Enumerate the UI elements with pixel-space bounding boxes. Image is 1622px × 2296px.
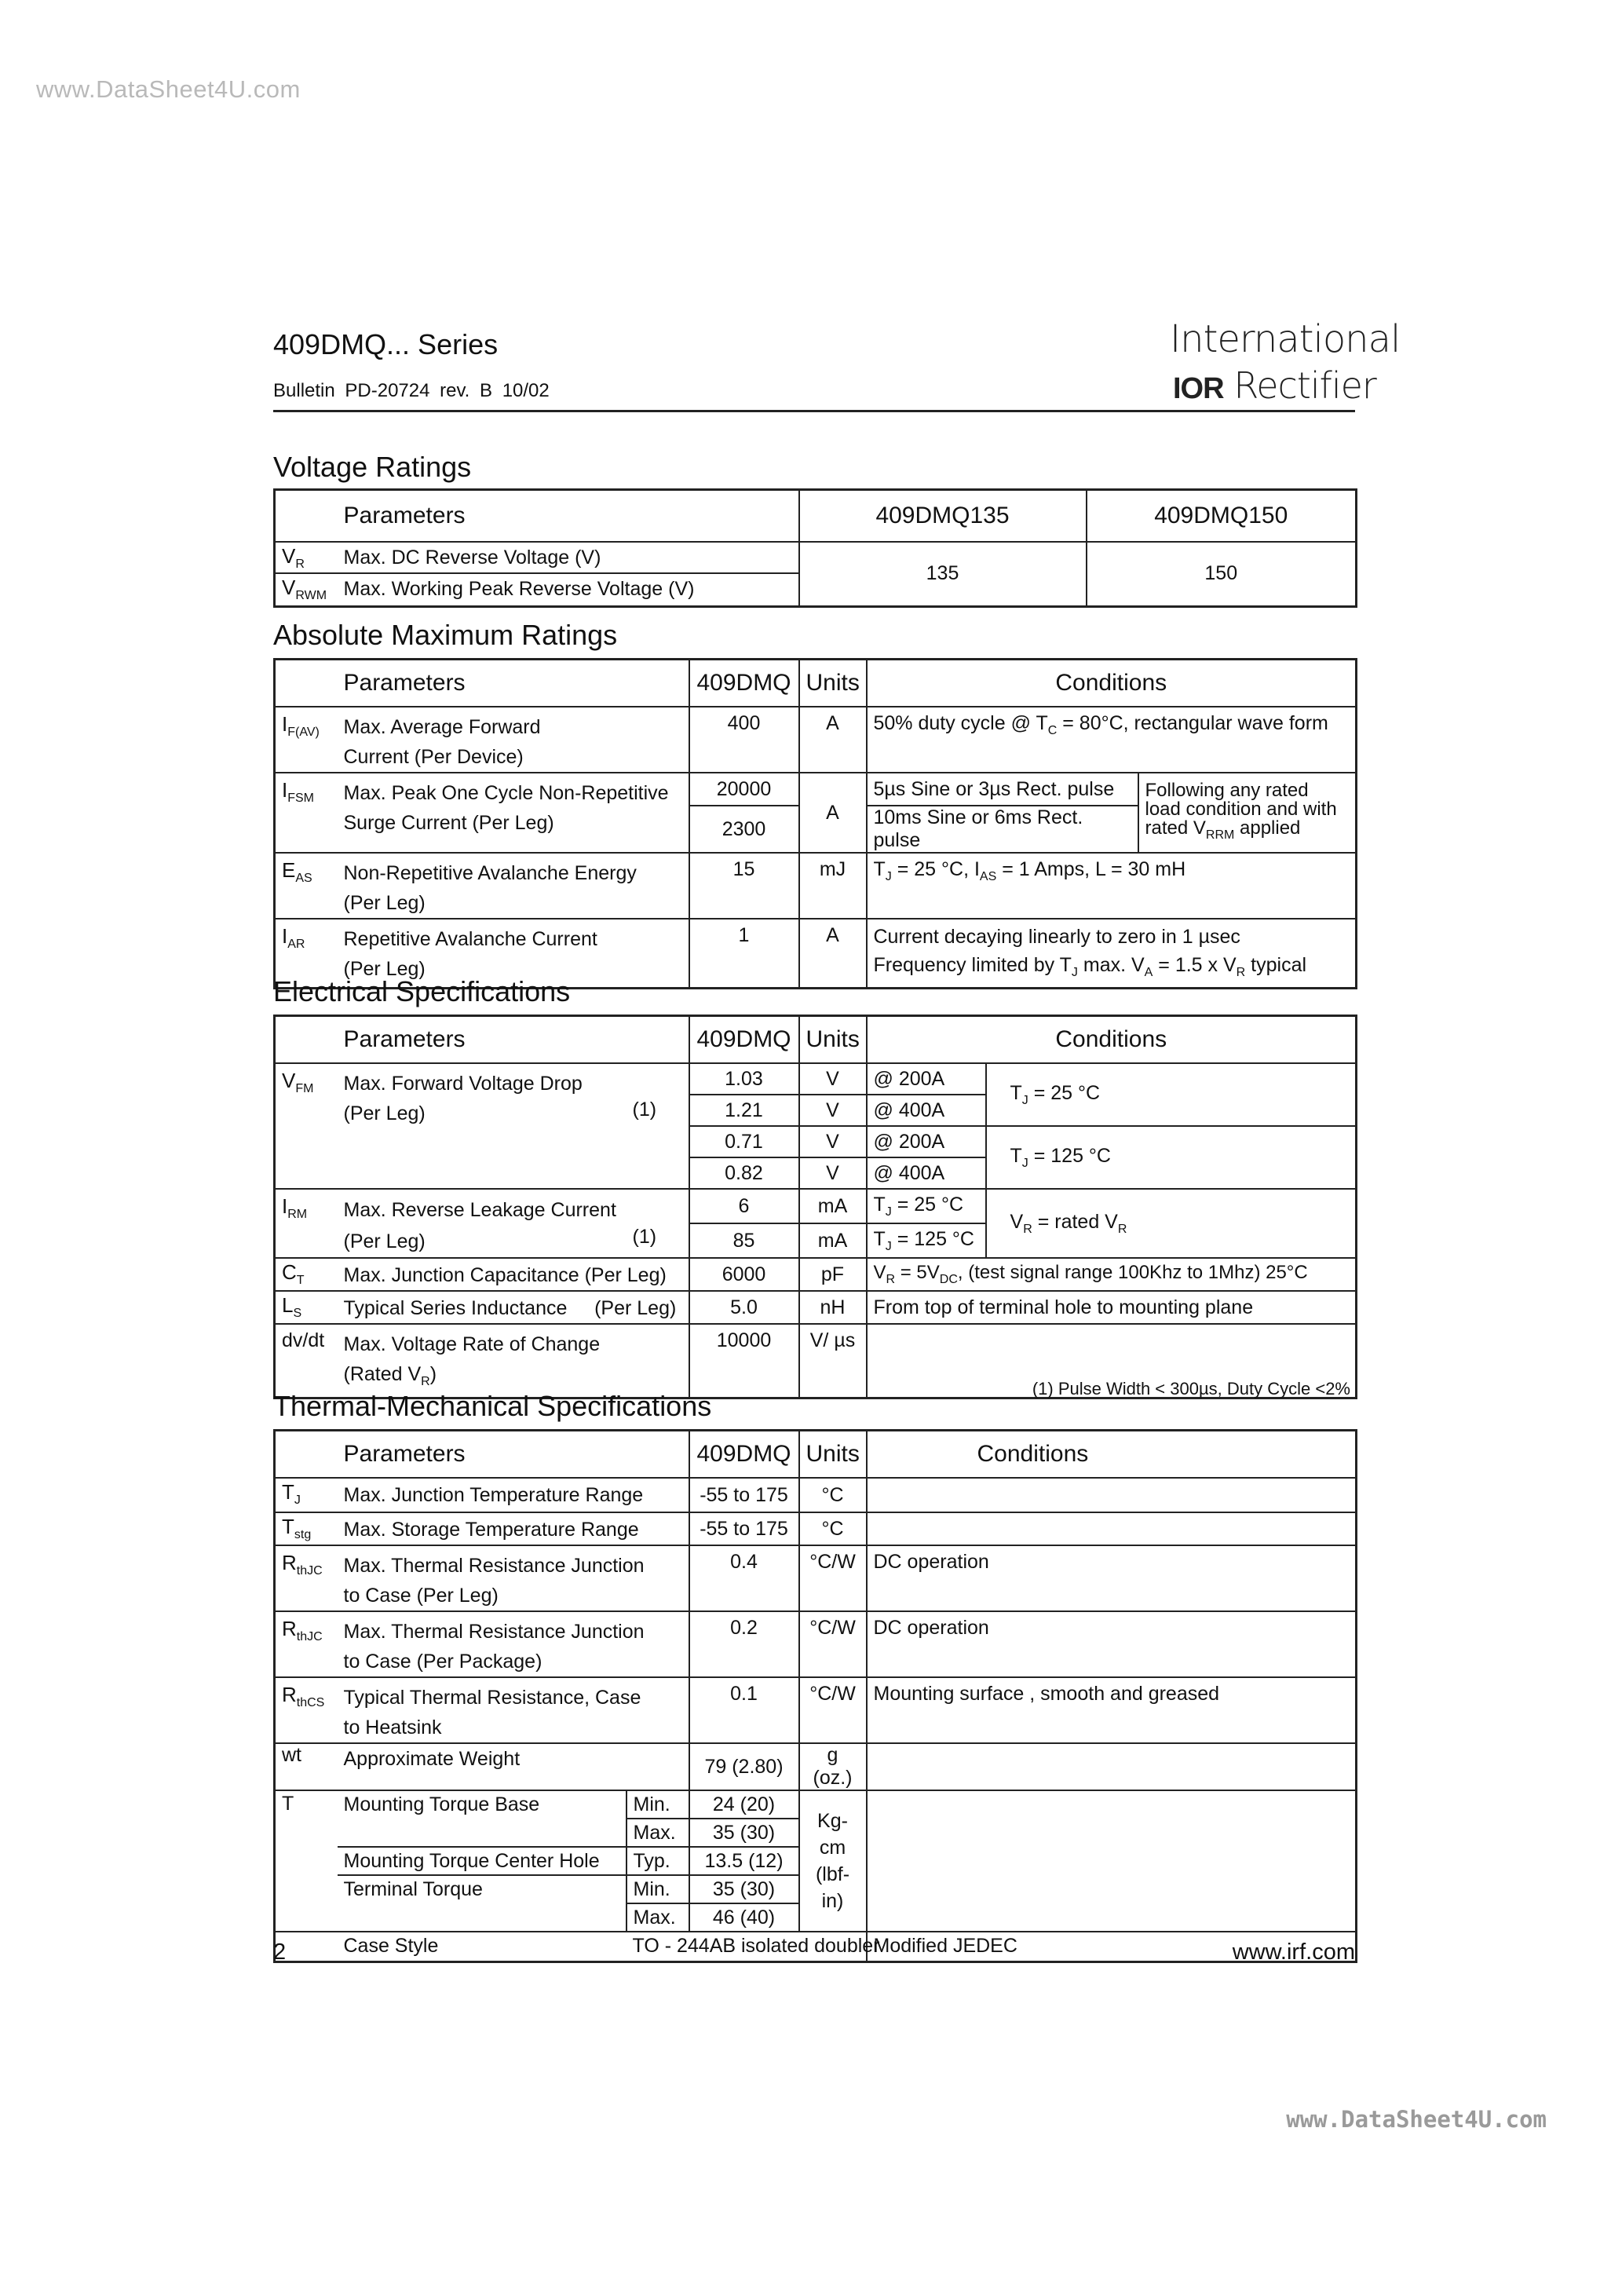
vfm-symbol: $V_{FM}$ (275, 1063, 338, 1189)
vrwm-symbol: $V_{RWM}$ (275, 573, 338, 606)
case-style-label: Case Style (338, 1932, 627, 1961)
absmax-table (273, 658, 1357, 989)
torque-kind-5: Max. (627, 1903, 689, 1932)
vfm-cond-3: @ 200A (867, 1126, 986, 1157)
tj-unit: °C (799, 1478, 867, 1512)
vfm-cond-4: @ 400A (867, 1157, 986, 1189)
rthcs-description: Typical Thermal Resistance, Case to Heatsink (338, 1677, 689, 1743)
vfm-description: Max. Forward Voltage Drop (Per Leg) (338, 1063, 627, 1189)
case-style-value: TO - 244AB isolated doubler (627, 1932, 867, 1961)
thermal-title: Thermal-Mechanical Specifications (273, 1390, 712, 1422)
col-parameters: Parameters (338, 1016, 689, 1064)
torque-kind-1: Min. (627, 1790, 689, 1819)
torque-label-1: Mounting Torque Base (338, 1790, 627, 1819)
col-409dmq135: 409DMQ135 (799, 490, 1087, 543)
thermal-table (273, 1429, 1357, 1963)
col-parameters: Parameters (338, 660, 689, 707)
pulse-width-note: (1) Pulse Width < 300µs, Duty Cycle <2% (1032, 1379, 1350, 1398)
rthjc-leg-description: Max. Thermal Resistance Junction to Case (Per Leg) (338, 1545, 689, 1611)
tj-value: -55 to 175 (689, 1478, 799, 1512)
ct-description: Max. Junction Capacitance (Per Leg) (338, 1258, 689, 1291)
irm-cond-2: $T_J = 125$ °C (867, 1223, 986, 1258)
ls-conditions: From top of terminal hole to mounting plane (867, 1291, 1357, 1324)
bulletin-line: Bulletin PD-20724 rev. B 10/02 (273, 380, 550, 401)
col-409dmq: 409DMQ (689, 1016, 799, 1064)
ifsm-unit: A (799, 773, 867, 853)
footer-url[interactable]: www.irf.com (1232, 1940, 1355, 1965)
vfm-unit-2: V (799, 1095, 867, 1126)
rthcs-unit: °C/W (799, 1677, 867, 1743)
torque-symbol: T (275, 1790, 338, 1932)
vfm-tj-125: $T_J = 125$ °C (986, 1126, 1357, 1189)
irm-symbol: $I_{RM}$ (275, 1189, 338, 1258)
irm-vr-rated: $V_R$ = rated $V_R$ (986, 1189, 1357, 1258)
vr-description: Max. DC Reverse Voltage (V) (338, 542, 799, 573)
col-conditions: Conditions (867, 1016, 1357, 1064)
vr-value-135: 135 (799, 542, 1087, 606)
ls-symbol: $L_S$ (275, 1291, 338, 1324)
voltage-ratings-title: Voltage Ratings (273, 451, 472, 483)
ls-unit: nH (799, 1291, 867, 1324)
vfm-cond-1: @ 200A (867, 1063, 986, 1095)
rthcs-conditions: Mounting surface , smooth and greased (867, 1677, 1357, 1743)
torque-label-5 (338, 1903, 627, 1932)
ifsm-symbol: $I_{FSM}$ (275, 773, 338, 853)
torque-value-1: 24 (20) (689, 1790, 799, 1819)
case-style-conditions: Modified JEDEC (867, 1932, 1357, 1961)
col-409dmq: 409DMQ (689, 1431, 799, 1479)
torque-value-2: 35 (30) (689, 1819, 799, 1847)
vfm-value-4: 0.82 (689, 1157, 799, 1189)
ifsm-value-2: 2300 (689, 806, 799, 853)
dvdt-symbol: dv/dt (275, 1324, 338, 1398)
tstg-symbol: $T_{stg}$ (275, 1512, 338, 1545)
iar-unit: A (799, 919, 867, 989)
ifsm-description: Max. Peak One Cycle Non-Repetitive Surge Current (Per Leg) (338, 773, 689, 853)
ifav-unit: A (799, 707, 867, 773)
vfm-value-1: 1.03 (689, 1063, 799, 1095)
rthjc-package-symbol: $R_{thJC}$ (275, 1611, 338, 1677)
vfm-cond-2: @ 400A (867, 1095, 986, 1126)
col-parameters: Parameters (338, 490, 799, 543)
vfm-unit-1: V (799, 1063, 867, 1095)
ls-description: Typical Series Inductance (Per Leg) (338, 1291, 689, 1324)
logo-rectifier: IOR Rectifier (1173, 364, 1376, 407)
ifsm-condition-note: Following any rated load condition and with rated $V_{RRM}$ applied (1138, 773, 1357, 853)
irm-cond-1: $T_J = 25$ °C (867, 1189, 986, 1223)
ifsm-value-1: 20000 (689, 773, 799, 806)
rthjc-leg-symbol: $R_{thJC}$ (275, 1545, 338, 1611)
rthcs-symbol: $R_{thCS}$ (275, 1677, 338, 1743)
electrical-table (273, 1015, 1357, 1399)
torque-conditions (867, 1790, 1357, 1932)
ifav-conditions: 50% duty cycle @ $T_C = 80^\circ C$, rectangular wave form (867, 707, 1357, 773)
vfm-tj-25: $T_J = 25$ °C (986, 1063, 1357, 1126)
eas-symbol: $E_{AS}$ (275, 853, 338, 919)
rthjc-package-unit: °C/W (799, 1611, 867, 1677)
torque-value-3: 13.5 (12) (689, 1847, 799, 1875)
tstg-conditions (867, 1512, 1357, 1545)
torque-label-3: Mounting Torque Center Hole (338, 1847, 627, 1875)
eas-value: 15 (689, 853, 799, 919)
page-number: 2 (273, 1940, 287, 1965)
tstg-value: -55 to 175 (689, 1512, 799, 1545)
ct-unit: pF (799, 1258, 867, 1291)
vr-symbol: $V_R$ (275, 542, 338, 573)
col-parameters: Parameters (338, 1431, 689, 1479)
ifav-symbol: $I_{F(AV)}$ (275, 707, 338, 773)
vrwm-description: Max. Working Peak Reverse Voltage (V) (338, 573, 799, 606)
vr-value-150: 150 (1087, 542, 1357, 606)
eas-conditions: $T_J = 25$ °C, $I_{AS} = 1$ Amps, L = 30 mH (867, 853, 1357, 919)
absmax-title: Absolute Maximum Ratings (273, 619, 618, 651)
rthjc-leg-value: 0.4 (689, 1545, 799, 1611)
torque-kind-2: Max. (627, 1819, 689, 1847)
irm-unit-1: mA (799, 1189, 867, 1223)
vfm-value-3: 0.71 (689, 1126, 799, 1157)
logo-international: International (1170, 317, 1401, 361)
col-409dmq: 409DMQ (689, 660, 799, 707)
irm-value-2: 85 (689, 1223, 799, 1258)
dvdt-unit: V/ µs (799, 1324, 867, 1398)
iar-conditions: Current decaying linearly to zero in 1 µsec Frequency limited by $T_J$ max. $V_A = 1.5$ x $V_R$ typical (867, 919, 1357, 989)
ct-conditions: $V_R = 5V_{DC}$, (test signal range 100Khz to 1Mhz) 25°C (867, 1258, 1357, 1291)
header-rule (273, 410, 1355, 412)
dvdt-description: Max. Voltage Rate of Change (Rated $V_R$) (338, 1324, 689, 1398)
dvdt-value: 10000 (689, 1324, 799, 1398)
torque-label-2 (338, 1819, 627, 1847)
tstg-description: Max. Storage Temperature Range (338, 1512, 689, 1545)
wt-symbol: wt (275, 1743, 338, 1790)
torque-label-4: Terminal Torque (338, 1875, 627, 1903)
torque-kind-3: Typ. (627, 1847, 689, 1875)
irm-note: (1) (627, 1189, 689, 1258)
col-units: Units (799, 1016, 867, 1064)
torque-value-5: 46 (40) (689, 1903, 799, 1932)
tj-description: Max. Junction Temperature Range (338, 1478, 689, 1512)
col-units: Units (799, 1431, 867, 1479)
tj-symbol: $T_J$ (275, 1478, 338, 1512)
vfm-note: (1) (627, 1063, 689, 1189)
ior-logo-mark: IOR (1173, 372, 1224, 405)
ifav-value: 400 (689, 707, 799, 773)
ifsm-condition-1: 5µs Sine or 3µs Rect. pulse (867, 773, 1138, 806)
ifsm-condition-2: 10ms Sine or 6ms Rect. pulse (867, 806, 1138, 853)
col-conditions: Conditions (867, 1431, 1357, 1479)
irm-unit-2: mA (799, 1223, 867, 1258)
col-409dmq150: 409DMQ150 (1087, 490, 1357, 543)
series-title: 409DMQ... Series (273, 328, 499, 360)
rthcs-value: 0.1 (689, 1677, 799, 1743)
col-conditions: Conditions (867, 660, 1357, 707)
tstg-unit: °C (799, 1512, 867, 1545)
ct-value: 6000 (689, 1258, 799, 1291)
rthjc-package-value: 0.2 (689, 1611, 799, 1677)
eas-unit: mJ (799, 853, 867, 919)
vfm-unit-4: V (799, 1157, 867, 1189)
ct-symbol: $C_T$ (275, 1258, 338, 1291)
watermark-bottom: www.DataSheet4U.com (1286, 2106, 1547, 2133)
rthjc-leg-unit: °C/W (799, 1545, 867, 1611)
ls-value: 5.0 (689, 1291, 799, 1324)
rthjc-leg-conditions: DC operation (867, 1545, 1357, 1611)
torque-unit: Kg-cm (lbf-in) (799, 1790, 867, 1932)
vfm-unit-3: V (799, 1126, 867, 1157)
ifav-description: Max. Average Forward Current (Per Device) (338, 707, 689, 773)
rthjc-package-description: Max. Thermal Resistance Junction to Case (Per Package) (338, 1611, 689, 1677)
iar-symbol: $I_{AR}$ (275, 919, 338, 989)
watermark-top: www.DataSheet4U.com (36, 75, 301, 103)
voltage-ratings-table (273, 488, 1357, 608)
rthjc-package-conditions: DC operation (867, 1611, 1357, 1677)
eas-description: Non-Repetitive Avalanche Energy (Per Leg) (338, 853, 689, 919)
torque-value-4: 35 (30) (689, 1875, 799, 1903)
iar-value: 1 (689, 919, 799, 989)
wt-description: Approximate Weight (338, 1743, 689, 1790)
iar-description: Repetitive Avalanche Current (Per Leg) (338, 919, 689, 989)
tj-conditions (867, 1478, 1357, 1512)
irm-value-1: 6 (689, 1189, 799, 1223)
col-units: Units (799, 660, 867, 707)
wt-unit: g (oz.) (799, 1743, 867, 1790)
vfm-value-2: 1.21 (689, 1095, 799, 1126)
wt-value: 79 (2.80) (689, 1743, 799, 1790)
electrical-title: Electrical Specifications (273, 975, 571, 1007)
torque-kind-4: Min. (627, 1875, 689, 1903)
irm-description: Max. Reverse Leakage Current (Per Leg) (338, 1189, 627, 1258)
wt-conditions (867, 1743, 1357, 1790)
